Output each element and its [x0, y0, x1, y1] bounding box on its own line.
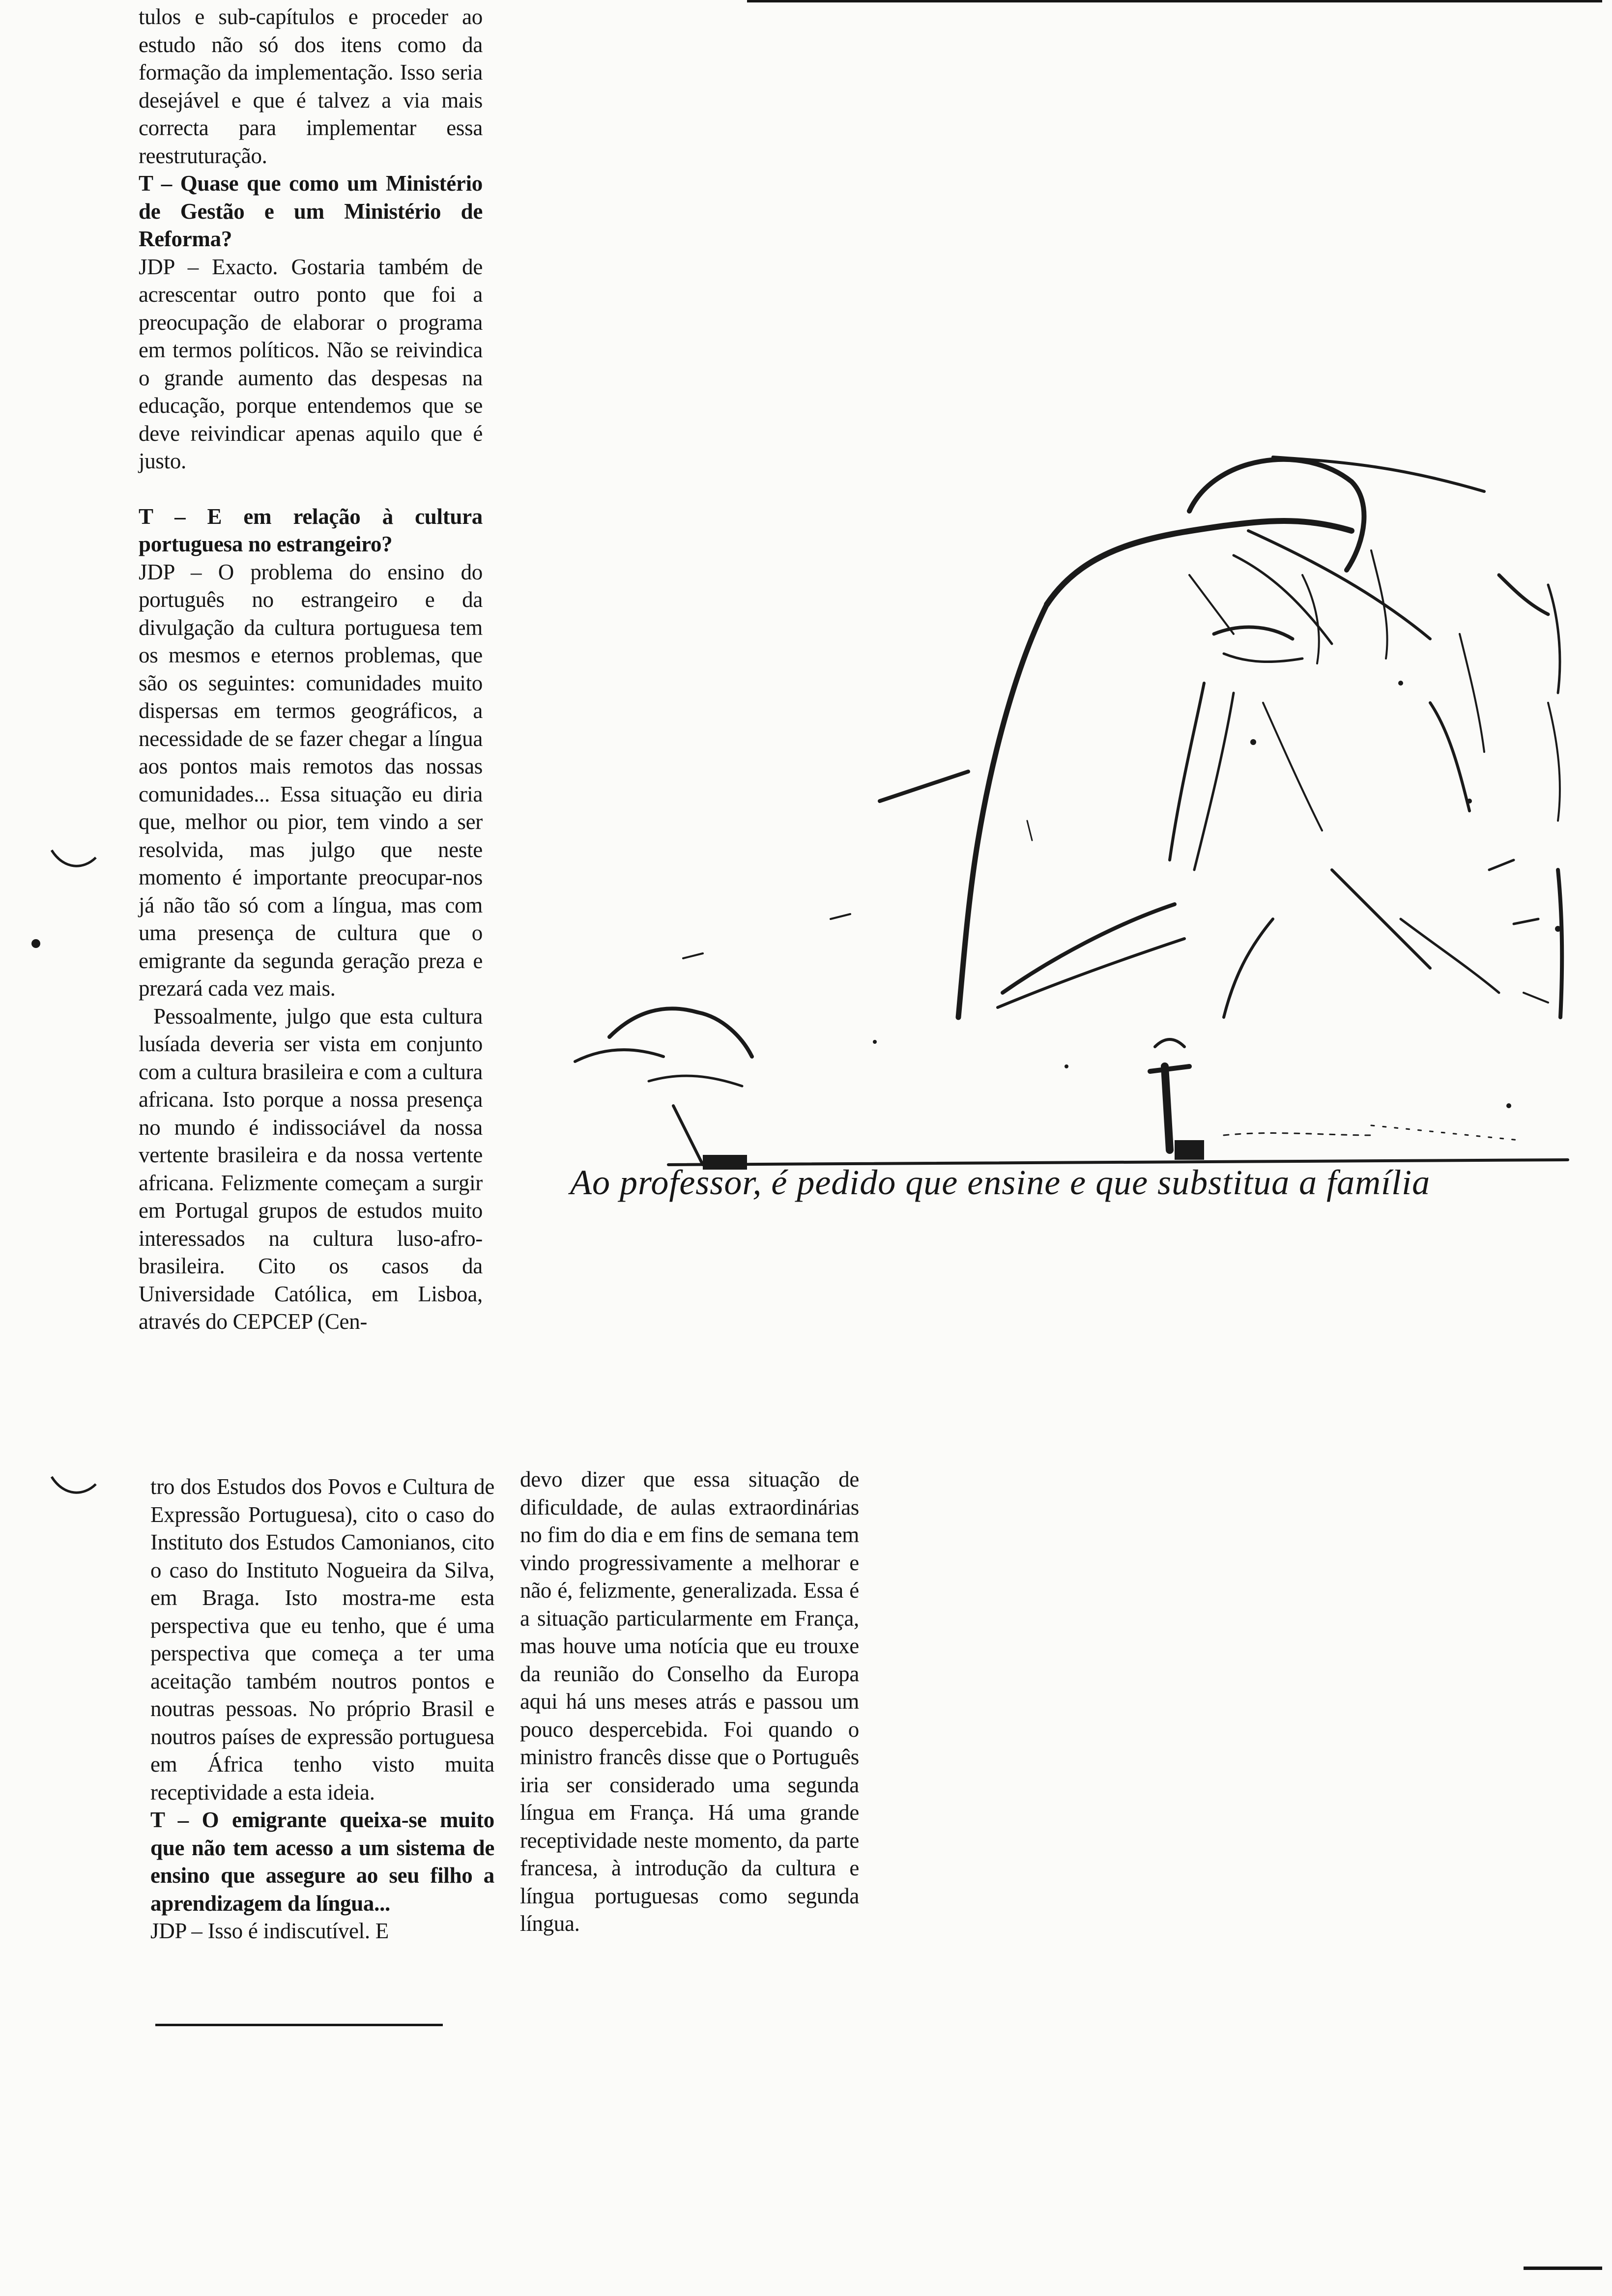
top-rule	[747, 0, 1602, 2]
corner-mark	[1524, 2267, 1602, 2270]
column-end-rule	[155, 2024, 443, 2026]
face	[1214, 627, 1293, 639]
interview-answer: JDP – O problema do ensino do português no estrangeiro e da divulgação da cultura portuguesa tem os mesmos e eternos problemas, que são os seguintes: comunidades muito dispersas em termos geográficos, a necessidade de se fazer chegar a língua aos pontos mais remotos das nossas comunidades... Essa situação eu diria que, melhor ou pior, tem vindo a ser resolvida, mas julgo que neste momento é importante preocupar-nos já não tão só com a língua, mas com uma presença de cultura que o emigrante da segunda geração preza e prezará cada vez mais.	[139, 559, 483, 1001]
interview-question: T – E em relação à cultura portuguesa no estrangeiro?	[139, 504, 483, 556]
tie	[1170, 683, 1204, 860]
left-arm	[1003, 904, 1175, 993]
photo-caption: Ao professor, é pedido que ensine e que substitua a família	[570, 1163, 1431, 1202]
paragraph: devo dizer que essa situação de dificuldade, de aulas extraordinárias no fim do dia e em fins de semana tem vindo progressivamente a melhorar e não é, felizmente, generalizada. Essa é a situação particularmente em França, mas houve uma notícia que eu trouxe da reunião do Conselho da Europa aqui há uns meses atrás e passou um pouco despercebida. Foi quando o ministro francês disse que o Português iria ser considerado uma segunda língua em França. Há uma grande receptividade neste momento, da parte francesa, à introdução da cultura e língua portuguesas como segunda língua.	[520, 1467, 859, 1936]
margin-mark	[49, 845, 98, 875]
paragraph: tro dos Estudos dos Povos e Cultura de Expressão Portuguesa), cito o caso do Instituto dos Estudos Camonianos, cito o caso do Instituto Nogueira da Silva, em Braga. Isto mostra-me esta perspectiva que eu tenho, que é uma perspectiva que começa a ter uma aceitação também noutros pontos e noutras pessoas. No próprio Brasil e noutros países de expressão portuguesa em África tenho visto muita receptividade a esta ideia.	[150, 1474, 494, 1805]
jacket-outline	[1047, 521, 1352, 604]
article-column-3	[520, 1465, 859, 1938]
paragraph: tulos e sub-capítulos e proceder ao estudo não só dos itens como da formação da implementação. Isso seria desejável e que é talvez a via mais correcta para implementar essa reestruturação.	[139, 4, 483, 168]
article-column-1	[139, 3, 483, 1336]
interview-question: T – Quase que como um Ministério de Gestão e um Ministério de Reforma?	[139, 171, 483, 251]
right-arm	[1332, 870, 1430, 968]
interview-answer: JDP – Isso é indiscutível. E	[150, 1919, 389, 1943]
interview-answer: JDP – Exacto. Gostaria também de acrescentar outro ponto que foi a preocupação de elaborar o programa em termos políticos. Não se reivindica o grande aumento das despesas na educação, porque entendemos que se deve reivindicar apenas aquilo que é justo.	[139, 254, 483, 473]
head-outline	[1189, 459, 1364, 570]
paragraph: Pessoalmente, julgo que esta cultura lusíada deveria ser vista em conjunto com a cultura brasileira e com a cultura africana. Isto porque a nossa presença no mundo é indissociável da nossa vertente brasileira e da nossa vertente africana. Felizmente começam a surgir em Portugal grupos de estudos muito interessados na cultura luso-afro-brasileira. Cito os casos da Universidade Católica, em Lisboa, através do CEPCEP (Cen-	[139, 1004, 483, 1334]
pen	[1165, 1066, 1170, 1150]
teacher-photo	[536, 428, 1583, 1179]
margin-mark	[49, 1472, 98, 1501]
article-column-2	[150, 1473, 494, 1945]
interview-question: T – O emigrante queixa-se muito que não tem acesso a um sistema de ensino que assegure ao seu filho a aprendizagem da língua...	[150, 1808, 494, 1916]
margin-dot	[29, 936, 43, 951]
